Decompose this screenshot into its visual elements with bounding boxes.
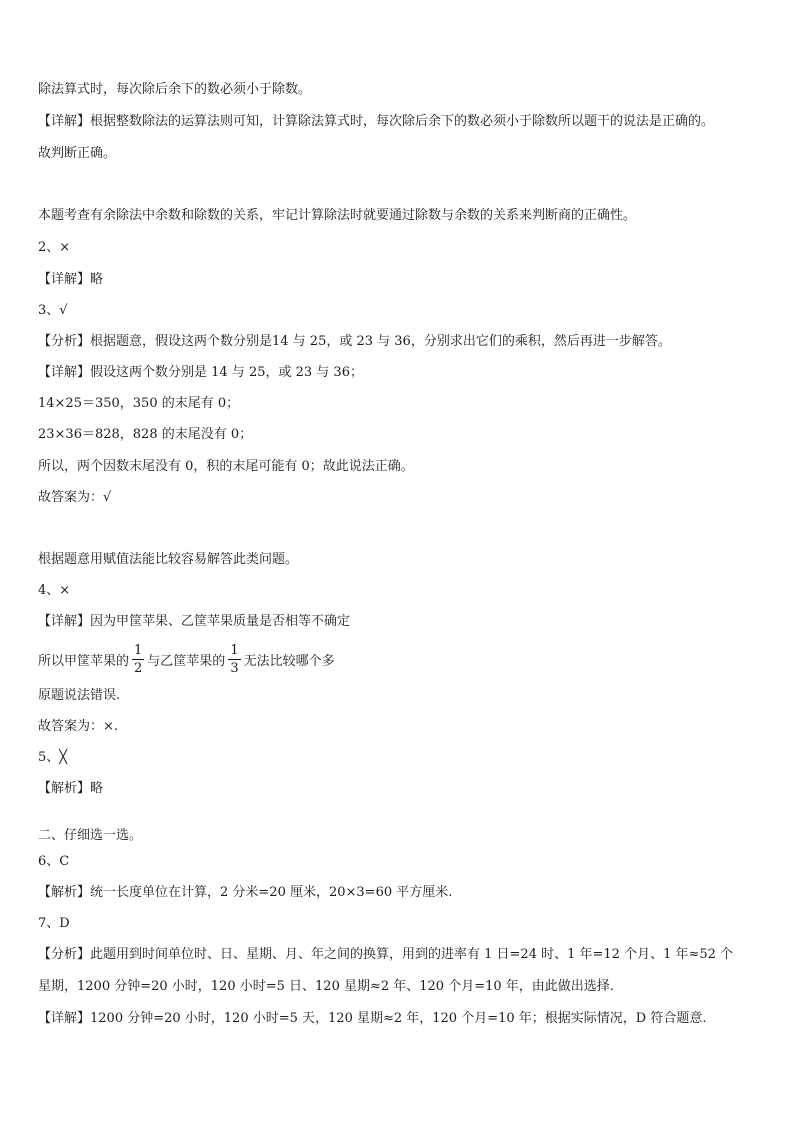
text-line: 14×25＝350，350 的末尾有 0； — [38, 396, 240, 411]
section-heading: 二、仔细选一选。 — [38, 828, 143, 843]
text-line: 【分析】此题用到时间单位时、日、星期、月、年之间的换算，用到的进率有 1 日=24 时、1 年=12 个月、1 年≈52 个 — [38, 947, 734, 962]
fraction-one-half — [132, 643, 144, 676]
text-line: 23×36＝828，828 的末尾没有 0； — [38, 427, 253, 442]
fraction-text-line — [38, 640, 335, 678]
fraction-numerator: 1 — [230, 642, 239, 658]
answer-line: 4、× — [38, 583, 71, 598]
text-line: 【解析】略 — [38, 781, 104, 796]
text-segment: 所以甲筐苹果的 — [38, 653, 130, 669]
fraction-numerator: 1 — [134, 642, 143, 658]
text-line: 故答案为：×. — [38, 719, 119, 734]
fraction-denominator: 3 — [230, 660, 239, 676]
text-line: 【解析】统一长度单位在计算，2 分米=20 厘米，20×3=60 平方厘米. — [38, 885, 453, 900]
text-line: 所以，两个因数末尾没有 0，积的末尾可能有 0；故此说法正确。 — [38, 459, 414, 474]
text-line: 除法算式时，每次除后余下的数必须小于除数。 — [38, 82, 312, 97]
text-line: 故答案为：√ — [38, 490, 112, 505]
fraction-denominator: 2 — [134, 660, 143, 676]
answer-line: 3、√ — [38, 303, 68, 318]
text-line: 【分析】根据题意，假设这两个数分别是14 与 25，或 23 与 36，分别求出它们的乘积，然后再进一步解答。 — [38, 334, 671, 349]
answer-line: 6、C — [38, 854, 70, 869]
text-line: 【详解】略 — [38, 272, 104, 287]
text-line: 故判断正确。 — [38, 146, 117, 161]
answer-line: 2、× — [38, 240, 71, 255]
text-segment: 与乙筐苹果的 — [147, 653, 226, 669]
answer-line: 5、╳ — [38, 750, 68, 765]
text-line: 星期，1200 分钟=20 小时，120 小时=5 日、120 星期≈2 年、120 个月=10 年，由此做出选择. — [38, 979, 614, 994]
text-line: 【详解】假设这两个数分别是 14 与 25，或 23 与 36； — [38, 365, 363, 380]
text-line: 【详解】因为甲筐苹果、乙筐苹果质量是否相等不确定 — [38, 614, 351, 629]
text-line: 本题考查有余除法中余数和除数的关系，牢记计算除法时就要通过除数与余数的关系来判断商的正确性。 — [38, 208, 637, 223]
answer-line: 7、D — [38, 916, 70, 931]
text-line: 【详解】1200 分钟=20 小时，120 小时=5 天，120 星期≈2 年，120 个月=10 年；根据实际情况，D 符合题意. — [38, 1011, 707, 1026]
text-segment: 无法比较哪个多 — [243, 653, 335, 669]
fraction-one-third — [228, 643, 240, 676]
text-line: 原题说法错误. — [38, 688, 121, 703]
text-line: 【详解】根据整数除法的运算法则可知，计算除法算式时，每次除后余下的数必须小于除数所以题干的说法是正确的。 — [38, 114, 715, 129]
text-line: 根据题意用赋值法能比较容易解答此类问题。 — [38, 552, 299, 567]
